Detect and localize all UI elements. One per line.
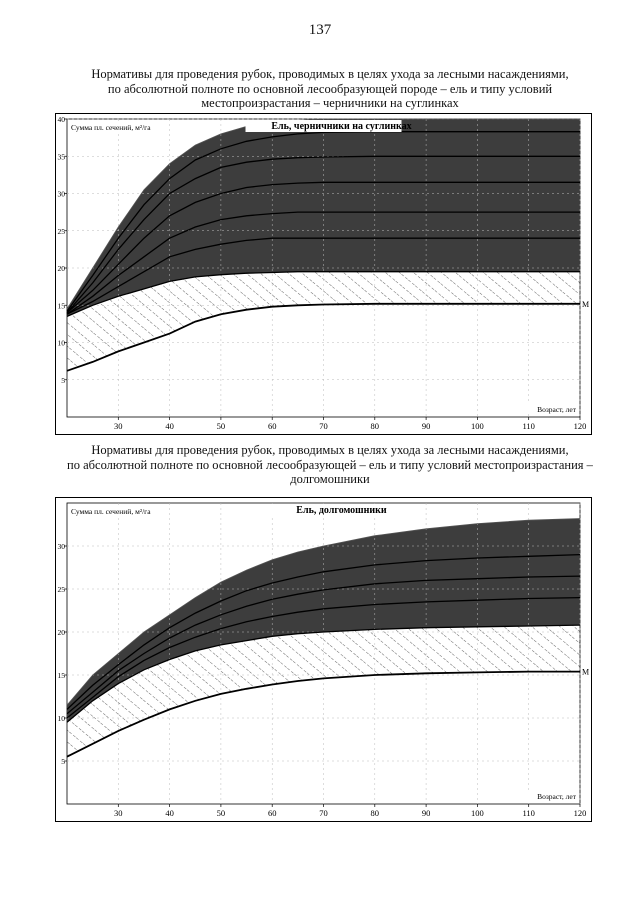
- caption-line: местопроизрастания – черничники на суглинках: [201, 96, 459, 110]
- x-tick-label: 70: [319, 808, 328, 818]
- chart-title: Ель, черничники на суглинках: [271, 121, 412, 132]
- x-tick-label: 90: [421, 421, 431, 431]
- y-tick-label: 20: [57, 628, 65, 637]
- x-tick-label: 60: [267, 421, 277, 431]
- chart-caption-2: [40, 443, 620, 487]
- caption-line: по абсолютной полноте по основной лесообразующей – ель и типу условий местопроизрастания –: [67, 457, 593, 472]
- x-tick-label: 120: [573, 421, 587, 431]
- x-tick-label: 80: [370, 808, 380, 818]
- chart-caption-1: [50, 67, 610, 111]
- annotation-m: M: [582, 667, 590, 677]
- y-axis-label: Сумма пл. сечений, м²/га: [71, 123, 151, 132]
- y-tick-label: 10: [57, 338, 65, 348]
- y-tick-label: 35: [57, 152, 65, 162]
- chart-spruce-longmoss: [55, 497, 592, 822]
- caption-line: Нормативы для проведения рубок, проводимых в целях ухода за лесными насаждениями,: [91, 443, 569, 457]
- x-tick-label: 40: [165, 421, 174, 431]
- y-tick-label: 40: [57, 115, 65, 124]
- y-tick-label: 5: [61, 757, 65, 766]
- x-tick-label: 110: [522, 421, 535, 431]
- x-tick-label: 30: [114, 808, 123, 818]
- y-tick-label: 15: [57, 671, 65, 680]
- x-tick-label: 110: [522, 808, 535, 818]
- caption-line: по абсолютной полноте по основной лесообразующей породе – ель и типу условий: [107, 81, 553, 96]
- x-tick-label: 100: [471, 421, 484, 431]
- x-axis-label: Возраст, лет: [537, 405, 576, 414]
- x-axis-label: Возраст, лет: [537, 792, 576, 801]
- x-tick-label: 30: [114, 421, 123, 431]
- x-tick-label: 80: [370, 421, 380, 431]
- chart-svg: [55, 113, 592, 435]
- y-tick-label: 25: [57, 226, 65, 236]
- x-tick-label: 90: [421, 808, 431, 818]
- x-tick-label: 40: [165, 808, 174, 818]
- y-axis-label: Сумма пл. сечений, м²/га: [71, 507, 151, 516]
- y-tick-label: 20: [57, 264, 65, 273]
- x-tick-label: 120: [573, 808, 587, 818]
- x-tick-label: 100: [471, 808, 484, 818]
- chart-title: Ель, долгомошники: [296, 505, 387, 516]
- y-tick-label: 10: [57, 714, 65, 723]
- chart-svg: [55, 497, 592, 822]
- y-tick-label: 15: [57, 301, 65, 311]
- y-tick-label: 30: [57, 189, 65, 199]
- caption-line: долгомошники: [290, 472, 370, 486]
- x-tick-label: 70: [319, 421, 328, 431]
- x-tick-label: 50: [216, 421, 226, 431]
- y-tick-label: 25: [57, 585, 65, 594]
- y-tick-label: 30: [57, 542, 65, 551]
- annotation-m: M: [582, 299, 590, 309]
- y-tick-label: 5: [61, 375, 65, 385]
- x-tick-label: 60: [267, 808, 277, 818]
- x-tick-label: 50: [216, 808, 226, 818]
- caption-line: Нормативы для проведения рубок, проводимых в целях ухода за лесными насаждениями,: [91, 67, 569, 81]
- chart-spruce-bilberry: [55, 113, 592, 435]
- page-number: 137: [308, 22, 332, 38]
